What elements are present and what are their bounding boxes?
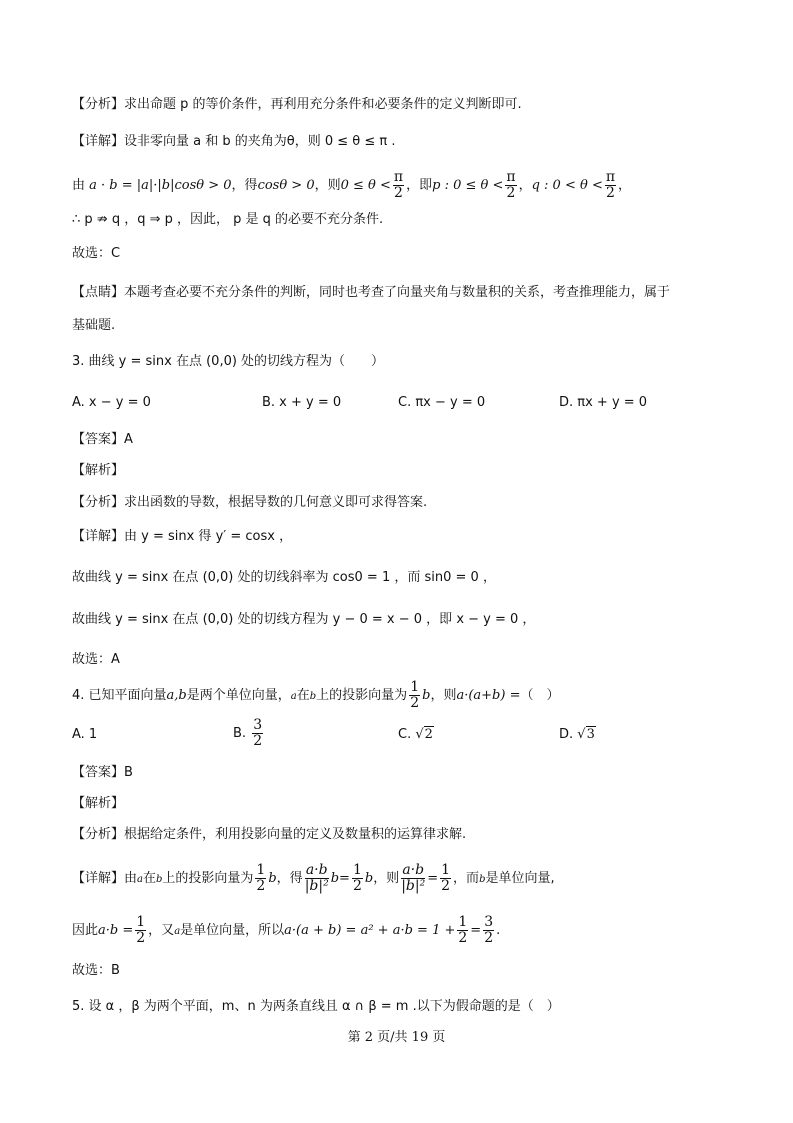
q3-option-a: A. x − y = 0 <box>72 395 151 410</box>
half-frac: $\frac{1}{2}$ <box>410 679 420 711</box>
q4-option-c: C. √2 <box>398 727 433 742</box>
half-frac: $\frac{1}{2}$ <box>352 862 362 894</box>
dot-product-expr: a · b = |a|·|b|cosθ > 0 <box>89 178 232 193</box>
half-frac: $\frac{1}{2}$ <box>441 862 451 894</box>
q3-option-b: B. x + y = 0 <box>262 395 342 410</box>
half-frac: $\frac{1}{2}$ <box>458 914 468 946</box>
q3-detail2: 故曲线 y = sinx 在点 (0,0) 处的切线斜率为 cos0 = 1 ，而 sin0 = 0 ， <box>72 570 496 585</box>
half-frac: $\frac{1}{2}$ <box>256 862 266 894</box>
sqrt-2: √2 <box>415 727 433 742</box>
q3-detail3: 故曲线 y = sinx 在点 (0,0) 处的切线方程为 y − 0 = x − 0 ，即 x − y = 0 ， <box>72 612 536 627</box>
q4-option-a: A. 1 <box>72 727 98 742</box>
projection-frac: $\frac{a\cdot b}{\text{|b|²}}$ <box>401 862 426 894</box>
page-footer: 第 2 页/共 19 页 <box>347 1030 446 1045</box>
text-you: 由 <box>72 178 86 193</box>
comment-line2: 基础题. <box>72 318 116 333</box>
q4-choice: 故选：B <box>72 963 120 978</box>
q4-analysis: 【分析】根据给定条件，利用投影向量的定义及数量积的运算律求解. <box>72 827 467 842</box>
pi-over-2-frac: $\frac{\pi}{2}$ <box>393 169 404 201</box>
q4-answer: 【答案】B <box>72 765 133 780</box>
question-3-stem: 3. 曲线 y = sinx 在点 (0,0) 处的切线方程为（ ） <box>72 354 385 369</box>
text-ji: ，即 <box>406 178 433 193</box>
vector-b: b <box>422 688 431 703</box>
cos-expr: cosθ > 0 <box>257 178 315 193</box>
q4-option-b: B. $\frac{3}{2}$ <box>233 717 263 749</box>
p-condition: p : 0 ≤ θ < <box>432 178 504 193</box>
choice-c: 故选：C <box>72 246 121 261</box>
half-frac: $\frac{1}{2}$ <box>136 914 146 946</box>
q3-detail1: 【详解】由 y = sinx 得 y′ = cosx ， <box>72 529 293 544</box>
q3-analysis: 【分析】求出函数的导数，根据导数的几何意义即可求得答案. <box>72 495 428 510</box>
comment-line1: 【点睛】本题考查必要不充分条件的判断，同时也考查了向量夹角与数量积的关系，考查推理能力，属于 <box>72 285 671 300</box>
projection-frac: $\frac{a\cdot b}{\text{|b|²}}$ <box>304 862 329 894</box>
therefore-line: ∴ p ⇏ q ，q ⇒ p ，因此， p 是 q 的必要不充分条件. <box>72 212 384 227</box>
question-4-stem: 4. 已知平面向量a,b是两个单位向量，a在b上的投影向量为 $\frac{1}{2}$ b，则a·(a+b) =（ ） <box>72 679 560 711</box>
comma: ， <box>618 178 632 193</box>
q4-option-d: D. √3 <box>559 727 595 742</box>
q3-choice: 故选：A <box>72 652 120 667</box>
detail-p2-line1: 【详解】设非零向量 a 和 b 的夹角为θ，则 0 ≤ θ ≤ π . <box>72 134 396 149</box>
q3-parse: 【解析】 <box>72 463 125 478</box>
theta-range-1: 0 ≤ θ < <box>340 178 391 193</box>
comma: ， <box>518 178 532 193</box>
q3-option-d: D. πx + y = 0 <box>559 395 648 410</box>
q4-detail1: 【详解】由a在b上的投影向量为 $\frac{1}{2}$ b，得 $\frac{a\cdot b}{\text{|b|²}}$ b= $\frac{1}{2}$ b，则 $\frac{a\cdot b}{\text{|b|²}}$ = $\frac{1}{2}$ ，而b是单位向量, <box>72 862 555 894</box>
three-halves-frac: $\frac{3}{2}$ <box>484 914 494 946</box>
q3-option-c: C. πx − y = 0 <box>398 395 486 410</box>
pi-over-2-frac: $\frac{\pi}{2}$ <box>605 169 616 201</box>
text-ze: ，则 <box>314 178 341 193</box>
detail-p2-line2 <box>72 170 631 201</box>
q-condition: q : 0 < θ < <box>531 178 603 193</box>
target-expr: a·(a+b) = <box>456 688 521 703</box>
text-de: ，得 <box>231 178 258 193</box>
question-5-stem: 5. 设 α ，β 为两个平面，m、n 为两条直线且 α ∩ β = m .以下为假命题的是（ ） <box>72 999 560 1014</box>
vector-b: b <box>309 691 317 702</box>
three-halves-frac: $\frac{3}{2}$ <box>253 717 263 749</box>
q3-answer: 【答案】A <box>72 432 133 447</box>
q4-parse: 【解析】 <box>72 796 125 811</box>
analysis-p2: 【分析】求出命题 p 的等价条件，再利用充分条件和必要条件的定义判断即可. <box>72 97 522 112</box>
pi-over-2-frac: $\frac{\pi}{2}$ <box>506 169 516 201</box>
q4-detail2: 因此a·b = $\frac{1}{2}$ ，又a是单位向量，所以a·(a + b) = a² + a·b = 1 + $\frac{1}{2}$ = $\frac{3}{2}$ . <box>72 914 501 946</box>
sqrt-3: √3 <box>577 727 595 742</box>
vectors-ab: a,b <box>166 688 187 703</box>
vector-a: a <box>290 691 297 702</box>
